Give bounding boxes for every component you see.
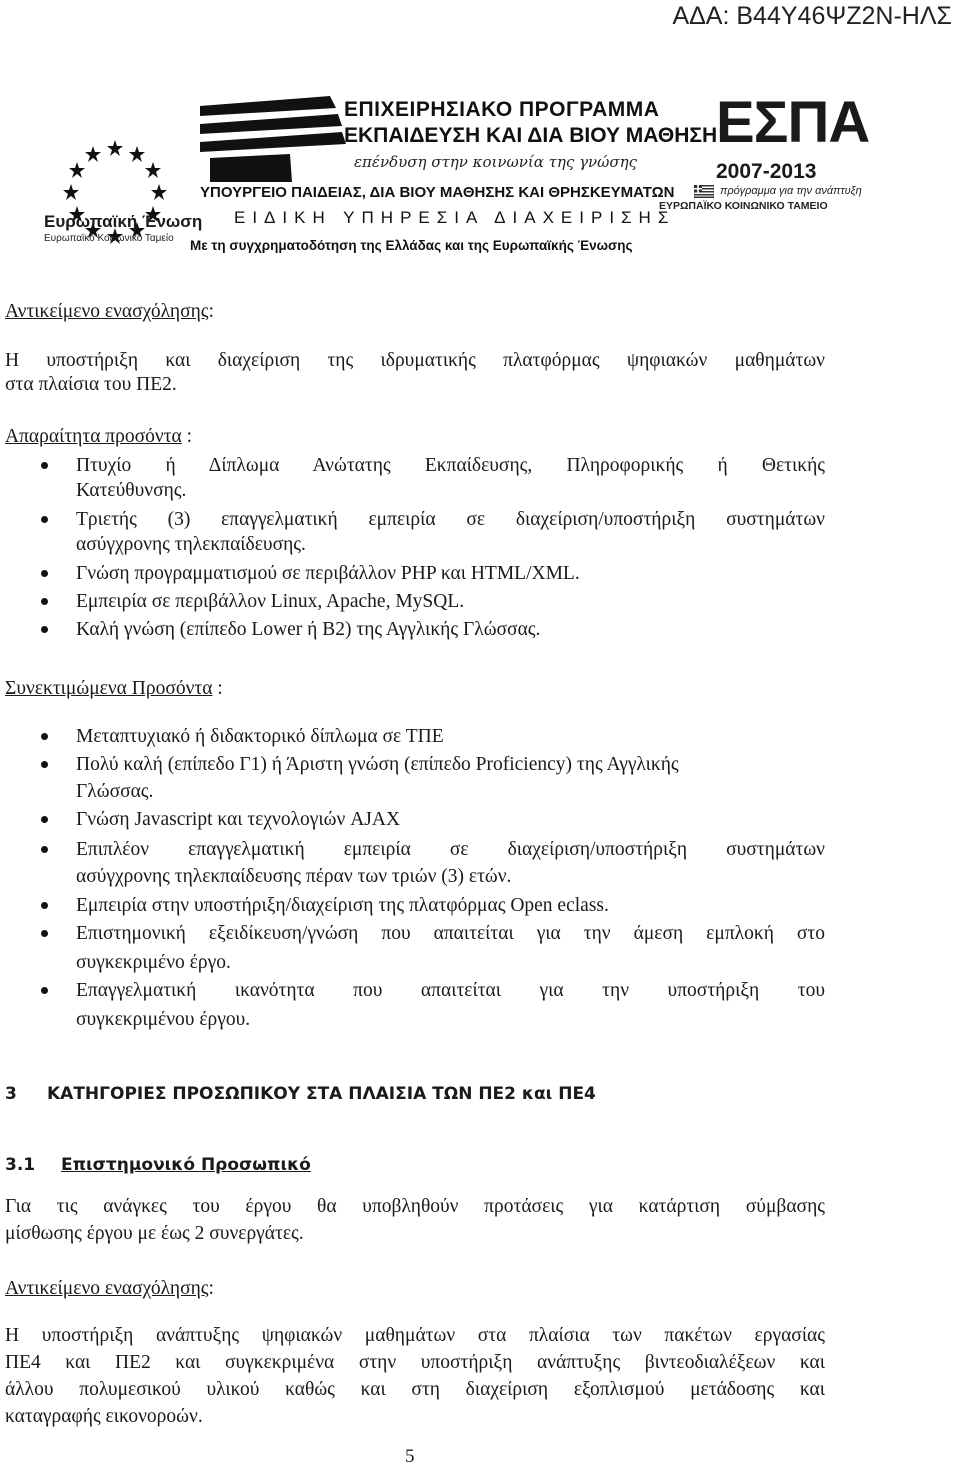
- bullet-icon: [41, 462, 48, 469]
- espa-tagline: πρόγραμμα για την ανάπτυξη: [720, 185, 862, 197]
- required-item-5: Καλή γνώση (επίπεδο Lower ή B2) της Αγγλικής Γλώσσας.: [76, 619, 541, 640]
- desired-item-5: Εμπειρία στην υποστήριξη/διαχείριση της πλατφόρμας Open eclass.: [76, 895, 609, 916]
- eu-name: Ευρωπαϊκή Ένωση: [44, 212, 203, 231]
- eu-stars-logo: [40, 106, 190, 276]
- ada-code: ΑΔΑ: Β44Υ46ΨΖ2Ν-ΗΛΣ: [672, 2, 952, 30]
- object-paragraph-1-line2: στα πλαίσια του ΠΕ2.: [5, 374, 177, 395]
- eu-fund: Ευρωπαϊκό Κοινωνικό Ταμείο: [44, 233, 174, 244]
- bullet-icon: [41, 733, 48, 740]
- desired-heading: Συνεκτιμώμενα Προσόντα :: [5, 678, 223, 699]
- required-item-1: Πτυχίο ή Δίπλωμα Ανώτατης Εκπαίδευσης, Πληροφορικής ή Θετικής: [76, 455, 825, 476]
- desired-item-7: Επαγγελματική ικανότητα που απαιτείται για την υποστήριξη του: [76, 980, 825, 1001]
- bullet-icon: [41, 598, 48, 605]
- desired-item-2-cont: Γλώσσας.: [76, 781, 154, 802]
- bullet-icon: [41, 570, 48, 577]
- desired-item-3: Γνώση Javascript και τεχνολογιών AJAX: [76, 809, 401, 830]
- section-3-1-para-line1: Για τις ανάγκες του έργου θα υποβληθούν προτάσεις για κατάρτιση σύμβασης: [5, 1196, 825, 1217]
- object-paragraph-1-line1: Η υποστήριξη και διαχείριση της ιδρυματικής πλατφόρμας ψηφιακών μαθημάτων: [5, 350, 825, 371]
- ministry-name: ΥΠΟΥΡΓΕΙΟ ΠΑΙΔΕΙΑΣ, ΔΙΑ ΒΙΟΥ ΜΑΘΗΣΗΣ ΚΑΙ ΘΡΗΣΚΕΥΜΑΤΩΝ: [200, 184, 675, 201]
- required-item-3: Γνώση προγραμματισμού σε περιβάλλον PHP και HTML/XML.: [76, 563, 580, 584]
- espa-years: 2007-2013: [716, 160, 817, 183]
- bullet-icon: [41, 930, 48, 937]
- special-service: ΕΙΔΙΚΗ ΥΠΗΡΕΣΙΑ ΔΙΑΧΕΙΡΙΣΗΣ: [234, 208, 676, 227]
- bullet-icon: [41, 846, 48, 853]
- espa-logo: ΕΣΠΑ: [716, 90, 870, 155]
- bullet-icon: [41, 516, 48, 523]
- bullet-icon: [41, 987, 48, 994]
- desired-item-4-cont: ασύγχρονης τηλεκπαίδευσης πέραν των τριών (3) ετών.: [76, 866, 512, 887]
- required-item-2-cont: ασύγχρονης τηλεκπαίδευσης.: [76, 534, 306, 555]
- section-3-title: ΚΑΤΗΓΟΡΙΕΣ ΠΡΟΣΩΠΙΚΟΥ ΣΤΑ ΠΛΑΙΣΙΑ ΤΩΝ ΠΕ2 και ΠΕ4: [47, 1084, 596, 1104]
- bullet-icon: [41, 626, 48, 633]
- required-item-4: Εμπειρία σε περιβάλλον Linux, Apache, MySQL.: [76, 591, 465, 612]
- greek-flag-icon: [694, 185, 714, 198]
- program-title-line1: ΕΠΙΧΕΙΡΗΣΙΑΚΟ ΠΡΟΓΡΑΜΜΑ: [344, 98, 660, 121]
- section-3-number: 3: [5, 1084, 17, 1104]
- desired-item-1: Μεταπτυχιακό ή διδακτορικό δίπλωμα σε ΤΠΕ: [76, 726, 444, 747]
- bullet-icon: [41, 816, 48, 823]
- object-paragraph-2-line3: άλλου πολυμεσικού υλικού καθώς και στη διαχείριση εξοπλισμού μετάδοσης και: [5, 1379, 825, 1400]
- object-heading-2: Αντικείμενο ενασχόλησης:: [5, 1278, 214, 1299]
- required-item-2: Τριετής (3) επαγγελματική εμπειρία σε διαχείριση/υποστήριξη συστημάτων: [76, 509, 825, 530]
- program-logo-graphic: [200, 92, 350, 184]
- desired-item-6-cont: συγκεκριμένο έργο.: [76, 952, 231, 973]
- desired-item-6: Επιστημονική εξειδίκευση/γνώση που απαιτείται για την άμεση εμπλοκή στο: [76, 923, 825, 944]
- page-number: 5: [405, 1446, 415, 1467]
- bullet-icon: [41, 761, 48, 768]
- funding-banner: [4, 74, 870, 274]
- bullet-icon: [41, 902, 48, 909]
- object-paragraph-2-line2: ΠΕ4 και ΠΕ2 και συγκεκριμένα στην υποστήριξη ανάπτυξης βιντεοδιαλέξεων και: [5, 1352, 825, 1373]
- section-3-1-number: 3.1: [5, 1155, 36, 1175]
- object-heading-1: Αντικείμενο ενασχόλησης:: [5, 301, 214, 322]
- program-slogan: επένδυση στην κοινωνία της γνώσης: [354, 153, 638, 171]
- section-3-1-title: Επιστημονικό Προσωπικό: [61, 1155, 311, 1175]
- espa-fund: ΕΥΡΩΠΑΪΚΟ ΚΟΙΝΩΝΙΚΟ ΤΑΜΕΙΟ: [659, 200, 828, 212]
- desired-item-2: Πολύ καλή (επίπεδο Γ1) ή Άριστη γνώση (επίπεδο Proficiency) της Αγγλικής: [76, 754, 679, 775]
- cofunding-note: Με τη συγχρηματοδότηση της Ελλάδας και της Ευρωπαϊκής Ένωσης: [190, 238, 633, 253]
- section-3-1-para-line2: μίσθωσης έργου με έως 2 συνεργάτες.: [5, 1223, 304, 1244]
- desired-item-7-cont: συγκεκριμένου έργου.: [76, 1009, 251, 1030]
- desired-item-4: Επιπλέον επαγγελματική εμπειρία σε διαχείριση/υποστήριξη συστημάτων: [76, 839, 825, 860]
- required-item-1-cont: Κατεύθυνσης.: [76, 480, 187, 501]
- program-title-line2: ΕΚΠΑΙΔΕΥΣΗ ΚΑΙ ΔΙΑ ΒΙΟΥ ΜΑΘΗΣΗ: [344, 124, 718, 147]
- object-paragraph-2-line1: Η υποστήριξη ανάπτυξης ψηφιακών μαθημάτων στα πλαίσια των πακέτων εργασίας: [5, 1325, 825, 1346]
- object-paragraph-2-line4: καταγραφής εικονοροών.: [5, 1406, 203, 1427]
- required-heading: Απαραίτητα προσόντα :: [5, 426, 193, 447]
